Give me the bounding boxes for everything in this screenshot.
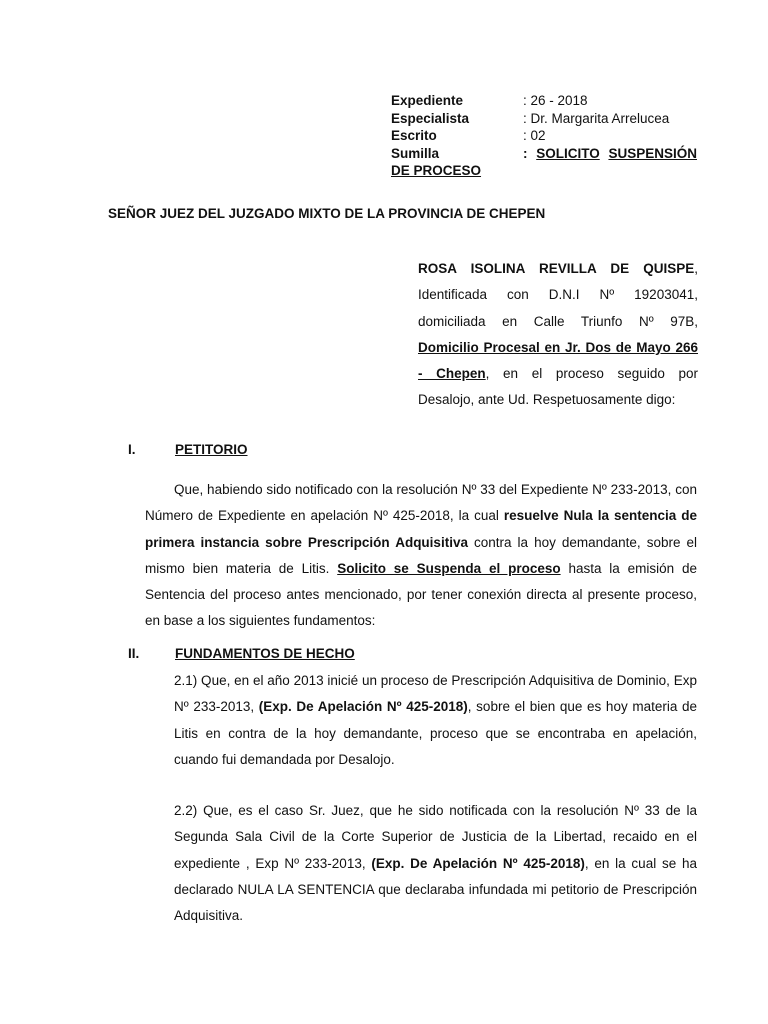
fundamento-2-1-text-2: , sobre el bien que es hoy materia de Litis en contra de la hoy demandante, proceso que se encontraba en apelación, cuando fui demandada por Desalojo. [174,699,697,767]
petitorio-text-2: contra la hoy demandante, sobre el mismo bien materia de Litis. [145,534,698,576]
petitorio-text-1: Que, habiendo sido notificado con la resolución Nº 33 del Expediente Nº 233-2013, con Número de Expediente en apelación Nº 425-2018, la cual [145,482,697,524]
fundamento-2-2 [174,798,697,929]
escrito-row [391,127,697,145]
sumilla-value [523,145,697,163]
fundamento-2-1-text-1: 2.1) Que, en el año 2013 inicié un proceso de Prescripción Adquisitiva de Dominio, Exp Nº 233-2013, [174,673,697,715]
party-closing: , en el proceso seguido por Desalojo, ante Ud. Respetuosamente digo: [418,366,698,408]
fundamento-2-2-text-1: 2.2) Que, es el caso Sr. Juez, que he sido notificada con la resolución Nº 33 de la Segunda Sala Civil de la Corte Superior de Justicia de la Libertad, recaido en el expediente , Exp Nº 233-2013, [174,803,697,871]
party-identification: , Identificada con D.N.I Nº 19203041, domiciliada en Calle Triunfo Nº 97B, [418,261,698,329]
petitorio-request: Solicito se Suspenda el proceso [337,560,561,576]
sumilla-row [391,145,697,163]
fundamento-2-2-text-2: , en la cual se ha declarado NULA LA SENTENCIA que declaraba infundada mi petitorio de Prescripción Adquisitiva. [174,855,697,924]
party-intro [418,256,698,414]
petitorio-paragraph [145,477,697,635]
sumilla-colon: : [523,145,528,161]
expediente-row [391,92,697,110]
expediente-value: : 26 - 2018 [523,93,588,108]
case-header [391,92,697,180]
sumilla-word-1: SOLICITO [536,145,600,161]
petitorio-emphasis: resuelve Nula la sentencia de primera instancia sobre Prescripción Adquisitiva [145,508,697,550]
especialista-row [391,110,697,128]
especialista-value: : Dr. Margarita Arrelucea [523,110,670,126]
sumilla-continuation: DE PROCESO [391,163,482,178]
escrito-value: : 02 [523,128,546,143]
section-number: II. [128,646,140,661]
addressee: SEÑOR JUEZ DEL JUZGADO MIXTO DE LA PROVINCIA DE CHEPEN [108,206,546,221]
section-title: PETITORIO [175,442,248,457]
fundamento-2-2-exp: (Exp. De Apelación Nº 425-2018) [371,855,585,871]
section-title: FUNDAMENTOS DE HECHO [175,646,355,661]
fundamento-2-1 [174,668,697,773]
party-name: ROSA ISOLINA REVILLA DE QUISPE [418,261,695,276]
escrito-label: Escrito [391,128,437,143]
sumilla-word-2: SUSPENSIÓN [608,145,697,161]
domicilio-procesal: Domicilio Procesal en Jr. Dos de Mayo 266 - Chepen [418,339,698,382]
petitorio-text-3: hasta la emisión de Sentencia del proceso antes mencionado, por tener conexión directa al presente proceso, en base a los siguientes fundamentos: [145,560,697,629]
section-number: I. [128,442,136,457]
sumilla-label: Sumilla [391,145,440,161]
expediente-label: Expediente [391,93,464,108]
fundamento-2-1-exp: (Exp. De Apelación Nº 425-2018) [258,699,468,715]
especialista-label: Especialista [391,110,470,126]
